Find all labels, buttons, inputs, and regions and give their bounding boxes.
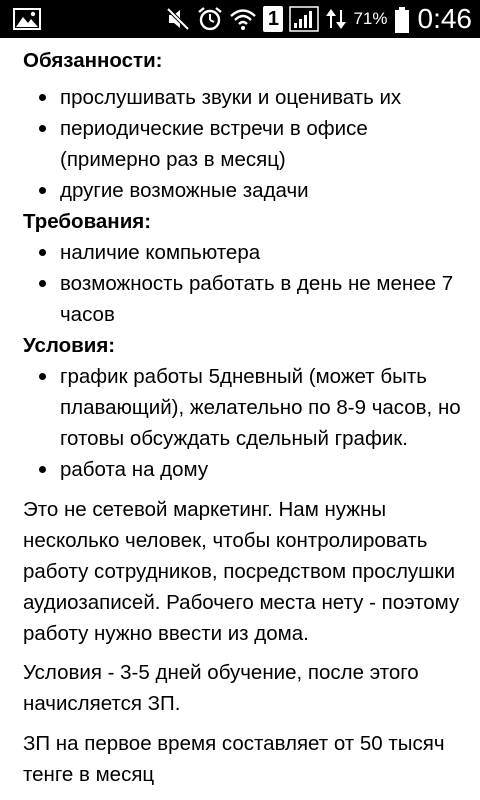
list-item bbox=[0, 454, 480, 485]
list-item bbox=[0, 268, 480, 330]
wifi-icon bbox=[229, 6, 257, 32]
list-item bbox=[0, 175, 480, 206]
clock: 0:46 bbox=[417, 3, 472, 34]
conditions-list bbox=[0, 361, 480, 485]
bullet-icon bbox=[39, 373, 46, 380]
article-content bbox=[0, 38, 480, 800]
duties-list bbox=[0, 82, 480, 206]
section-heading-conditions: Условия: bbox=[23, 334, 116, 357]
bullet-icon bbox=[39, 125, 46, 132]
list-item-text: возможность работать в день не менее 7 часов bbox=[60, 272, 454, 326]
bullet-icon bbox=[39, 280, 46, 287]
list-item bbox=[0, 237, 480, 268]
data-transfer-icon bbox=[325, 6, 347, 32]
alarm-icon bbox=[197, 6, 223, 32]
gallery-icon bbox=[12, 6, 42, 32]
bullet-icon bbox=[39, 94, 46, 101]
list-item-text: наличие компьютера bbox=[60, 241, 261, 264]
battery-percent: 71% bbox=[353, 9, 388, 28]
list-item-text: работа на дому bbox=[60, 458, 209, 481]
signal-icon bbox=[289, 6, 319, 32]
section-heading-duties: Обязанности: bbox=[23, 49, 163, 72]
section-heading-requirements: Требования: bbox=[23, 210, 152, 233]
bullet-icon bbox=[39, 466, 46, 473]
sim-icon: 1 bbox=[263, 6, 283, 32]
battery-icon bbox=[394, 6, 410, 32]
list-item-text: график работы 5дневный (может быть плавающий), желательно по 8-9 часов, но готовы обсуждать сдельный график. bbox=[60, 365, 461, 450]
paragraph: Это не сетевой маркетинг. Нам нужны несколько человек, чтобы контролировать работу сотрудников, посредством прослушки аудиозаписей. Рабочего места нету - поэтому работу нужно ввести из дома. bbox=[23, 498, 460, 645]
list-item-text: периодические встречи в офисе (примерно раз в месяц) bbox=[60, 117, 368, 171]
bullet-icon bbox=[39, 187, 46, 194]
list-item bbox=[0, 113, 480, 175]
list-item bbox=[0, 82, 480, 113]
status-bar bbox=[0, 0, 480, 38]
paragraph: ЗП на первое время составляет от 50 тысяч тенге в месяц bbox=[23, 732, 445, 786]
list-item-text: другие возможные задачи bbox=[60, 179, 309, 202]
requirements-list bbox=[0, 237, 480, 330]
list-item-text: прослушивать звуки и оценивать их bbox=[60, 86, 402, 109]
paragraph: Условия - 3-5 дней обучение, после этого начисляется ЗП. bbox=[23, 661, 419, 715]
bullet-icon bbox=[39, 249, 46, 256]
mute-icon bbox=[165, 6, 191, 32]
list-item bbox=[0, 361, 480, 454]
